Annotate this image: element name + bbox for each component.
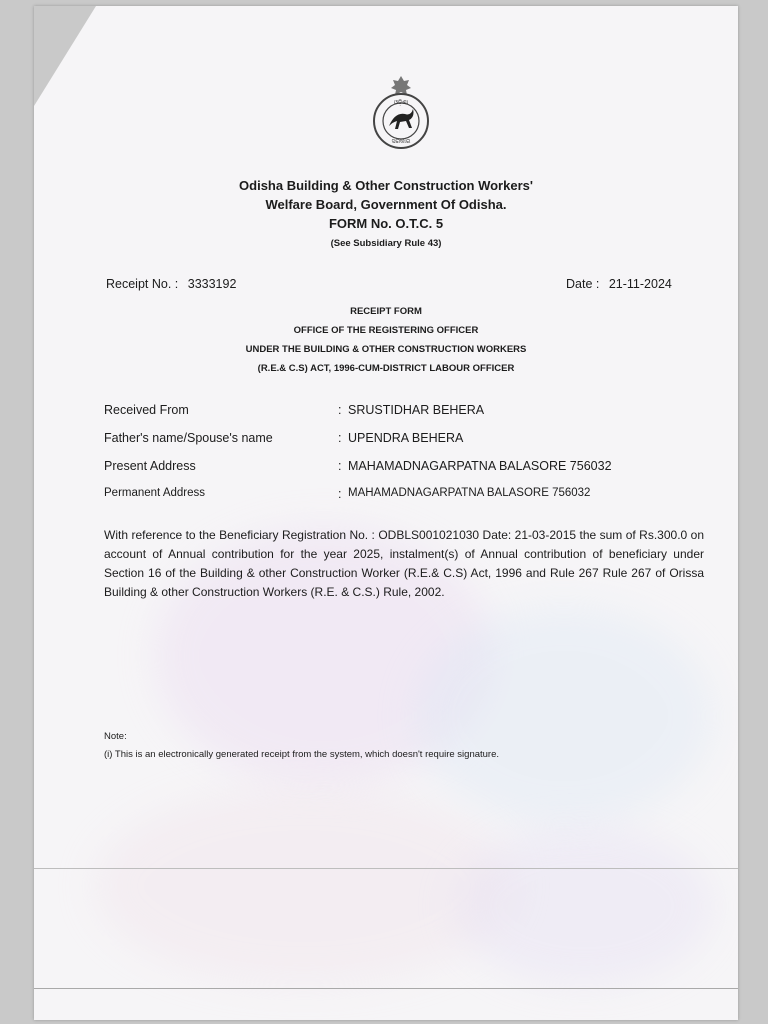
field-label-received-from: Received From — [104, 403, 189, 417]
org-line-2: Welfare Board, Government Of Odisha. — [265, 197, 507, 212]
folded-corner — [34, 6, 96, 106]
field-label-present-address: Present Address — [104, 459, 196, 473]
field-label-permanent-address: Permanent Address — [104, 487, 206, 499]
receipt-date-value: 21-11-2024 — [608, 277, 672, 291]
paper-tint — [414, 606, 714, 826]
emblem-text-bottom: ସରକାର — [391, 138, 411, 145]
emblem-text-top: ଓଡ଼ିଶା — [393, 99, 409, 106]
act-line: UNDER THE BUILDING & OTHER CONSTRUCTION WORKERS — [245, 344, 527, 355]
field-colon: : — [338, 431, 342, 445]
field-colon: : — [338, 459, 342, 473]
receipt-number-value: 3333192 — [187, 277, 237, 291]
receipt-date — [566, 277, 672, 291]
receipt-form-title: RECEIPT FORM — [350, 306, 422, 317]
act-line-2: (R.E.& C.S) ACT, 1996-CUM-DISTRICT LABOUR OFFICER — [257, 363, 515, 374]
field-label-father-name: Father's name/Spouse's name — [104, 431, 273, 445]
receipt-number — [106, 277, 236, 291]
paper-tint — [454, 826, 714, 986]
receipt-body: With reference to the Beneficiary Registration No. : ODBLS001021030 Date: 21-03-2015 the sum of Rs.300.0 on account of Annual contribution for the year 2025, instalment(s) of Annual contribution of beneficiary under Section 16 of the Building & other Construction Worker (R.E.& C.S) Act, 1996 and Rule 267 Rule 267 of Orissa Building & other Construction Workers (R.E. & C.S.) Rule, 2002. — [104, 528, 704, 599]
divider — [34, 868, 738, 869]
paper-tint — [94, 786, 514, 986]
odisha-emblem-icon — [370, 74, 432, 154]
note-text: (i) This is an electronically generated receipt from the system, which doesn't require signature. — [104, 749, 500, 760]
org-line-1: Odisha Building & Other Construction Workers' — [239, 178, 533, 193]
office-line: OFFICE OF THE REGISTERING OFFICER — [293, 325, 479, 336]
field-value-received-from: SRUSTIDHAR BEHERA — [348, 403, 485, 417]
receipt-date-label: Date : — [566, 277, 600, 291]
receipt-number-label: Receipt No. : — [106, 277, 179, 291]
divider — [34, 988, 738, 989]
form-number: FORM No. O.T.C. 5 — [328, 216, 444, 231]
rule-reference: (See Subsidiary Rule 43) — [330, 238, 442, 249]
receipt-page — [34, 6, 738, 1020]
field-colon: : — [338, 487, 342, 501]
field-value-father-name: UPENDRA BEHERA — [348, 431, 464, 445]
field-value-permanent-address: MAHAMADNAGARPATNA BALASORE 756032 — [348, 487, 591, 499]
note-title: Note: — [104, 731, 127, 742]
field-value-present-address: MAHAMADNAGARPATNA BALASORE 756032 — [348, 459, 612, 473]
field-colon: : — [338, 403, 342, 417]
